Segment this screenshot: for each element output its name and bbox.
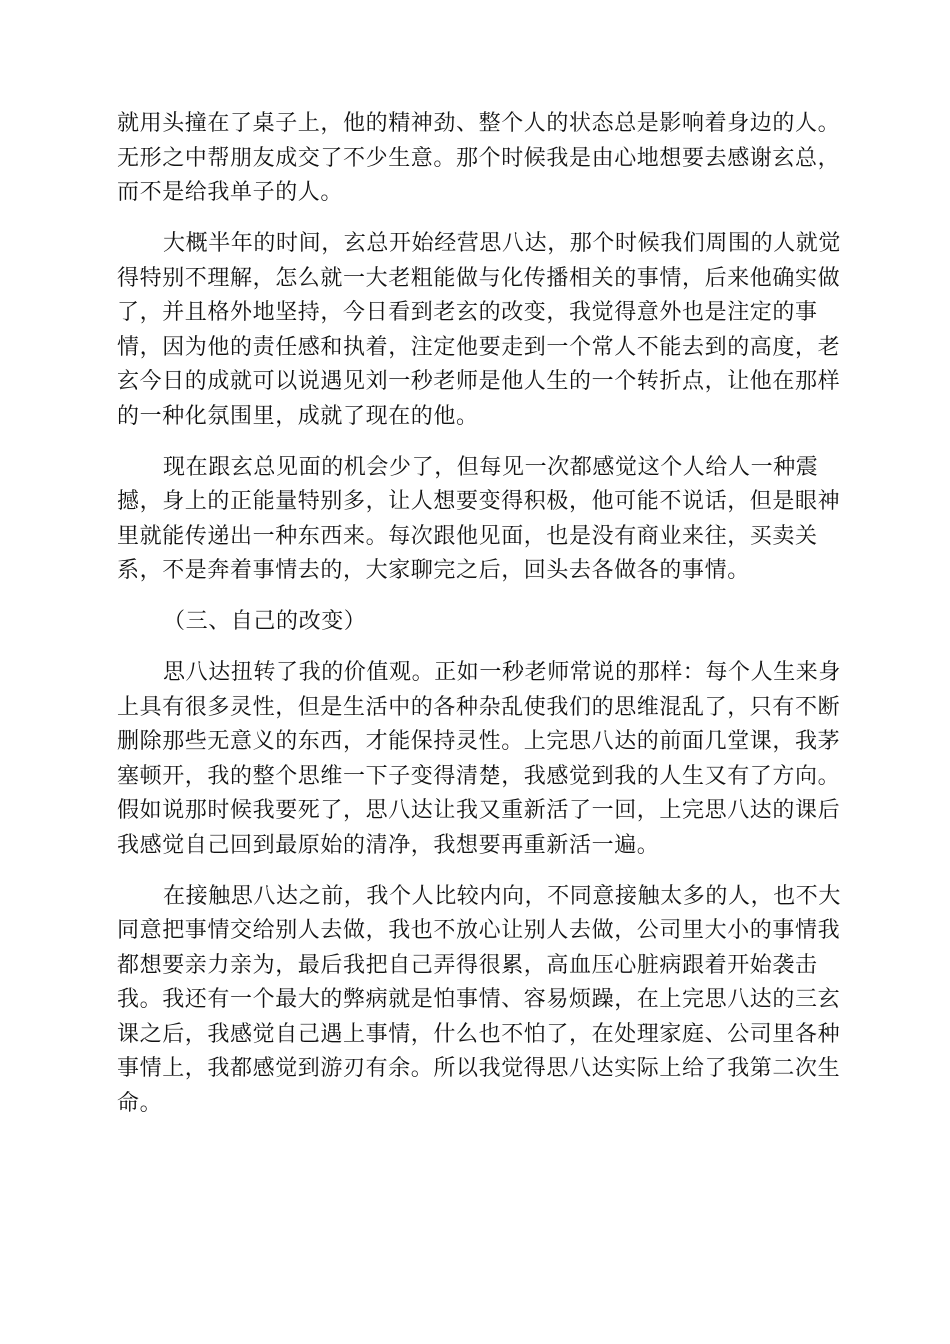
text-line: 我感觉自己回到最原始的清净，我想要再重新活一遍。	[117, 832, 660, 858]
text-line: 里就能传递出一种东西来。每次跟他见面，也是没有商业来往，买卖关	[117, 523, 818, 549]
text-line: 都想要亲力亲为，最后我把自己弄得很累，高血压心脏病跟着开始袭击	[117, 952, 818, 978]
paragraph-1	[117, 107, 841, 211]
paragraph-spacer	[117, 640, 833, 657]
text-line: 同意把事情交给别人去做，我也不放心让别人去做，公司里大小的事情我	[117, 918, 841, 943]
paragraph-spacer	[117, 863, 833, 880]
document-body	[117, 107, 842, 1121]
text-line: 在接触思八达之前，我个人比较内向，不同意接触太多的人，也不大	[163, 883, 842, 909]
text-line: 我。我还有一个最大的弊病就是怕事情、容易烦躁，在上完思八达的三玄	[117, 987, 841, 1012]
text-line: 得特别不理解，怎么就一大老粗能做与化传播相关的事情，后来他确实做	[117, 265, 841, 291]
paragraph-3	[117, 451, 841, 589]
text-line: 情，因为他的责任感和执着，注定他要走到一个常人不能去到的高度，老	[117, 334, 841, 360]
paragraph-6	[117, 880, 842, 1122]
text-line: 上具有很多灵性，但是生活中的各种杂乱使我们的思维混乱了，只有不断	[117, 694, 841, 720]
text-line: 的一种化氛围里，成就了现在的他。	[117, 403, 479, 429]
text-line: 现在跟玄总见面的机会少了，但每见一次都感觉这个人给人一种震	[163, 454, 819, 480]
paragraph-2	[117, 227, 842, 434]
paragraph-spacer	[117, 211, 833, 228]
text-line: 系，不是奔着事情去的，大家聊完之后，回头去各做各的事情。	[117, 558, 750, 583]
section-heading	[117, 605, 833, 640]
text-line: 就用头撞在了桌子上，他的精神劲、整个人的状态总是影响着身边的人。	[117, 111, 841, 136]
text-line: 课之后，我感觉自己遇上事情，什么也不怕了，在处理家庭、公司里各种	[117, 1021, 841, 1047]
section-heading-text: （三、自己的改变）	[163, 609, 367, 634]
paragraph-spacer	[117, 434, 833, 451]
text-line: 无形之中帮朋友成交了不少生意。那个时候我是由心地想要去感谢玄总，	[117, 145, 841, 171]
text-line: 命。	[117, 1090, 163, 1116]
text-line: 玄今日的成就可以说遇见刘一秒老师是他人生的一个转折点，让他在那样	[117, 369, 841, 394]
text-line: 事情上，我都感觉到游刃有余。所以我觉得思八达实际上给了我第二次生	[117, 1056, 841, 1081]
text-line: 删除那些无意义的东西，才能保持灵性。上完思八达的前面几堂课，我茅	[117, 729, 841, 754]
text-line: 撼，身上的正能量特别多，让人想要变得积极，他可能不说话，但是眼神	[117, 489, 841, 514]
paragraph-5	[117, 656, 842, 863]
text-line: 了，并且格外地坚持，今日看到老玄的改变，我觉得意外也是注定的事	[117, 300, 818, 325]
text-line: 塞顿开，我的整个思维一下子变得清楚，我感觉到我的人生又有了方向。	[117, 763, 841, 789]
text-line: 思八达扭转了我的价值观。正如一秒老师常说的那样：每个人生来身	[163, 660, 842, 685]
paragraph-spacer	[117, 589, 833, 606]
text-line: 大概半年的时间，玄总开始经营思八达，那个时候我们周围的人就觉	[163, 231, 842, 256]
text-line: 假如说那时候我要死了，思八达让我又重新活了一回，上完思八达的课后	[117, 798, 841, 823]
text-line: 而不是给我单子的人。	[117, 180, 344, 205]
